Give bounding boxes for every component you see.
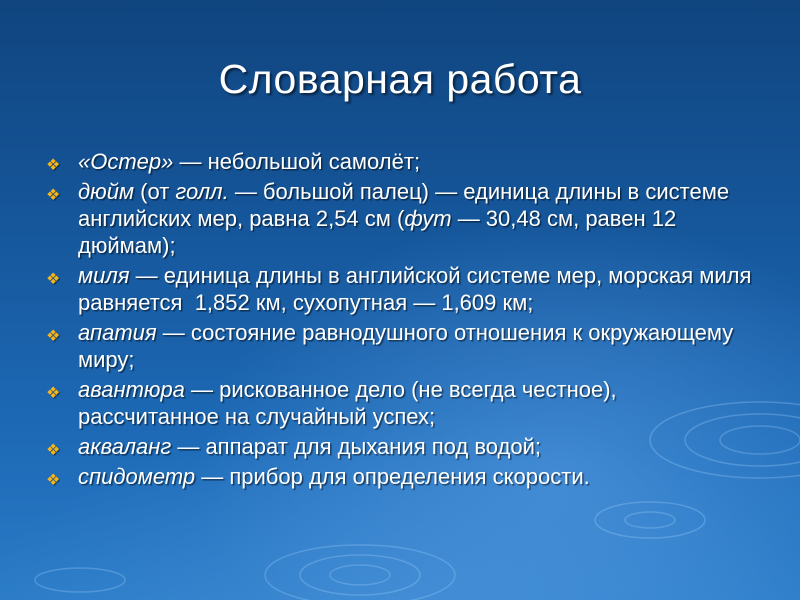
bullet-icon: ❖ — [46, 385, 61, 402]
term: апатия — [78, 320, 157, 345]
definition: — единица длины в английской системе мер, морская миля равняется 1,852 км, сухопутная — 1,609 км; — [78, 263, 758, 315]
list-item — [40, 319, 760, 373]
definition: — рискованное дело (не всегда честное), рассчитанное на случайный успех; — [78, 377, 617, 429]
bullet-icon: ❖ — [46, 271, 61, 288]
list-item — [40, 262, 760, 316]
definition: — состояние равнодушного отношения к окружающему миру; — [78, 320, 734, 372]
term: акваланг — [78, 434, 172, 459]
definition: — аппарат для дыхания под водой; — [171, 434, 541, 459]
term: дюйм — [78, 179, 135, 204]
term: «Остер» — [78, 149, 174, 174]
bullet-icon: ❖ — [46, 157, 61, 174]
slide-title: Словарная работа — [218, 56, 582, 102]
list-item — [40, 463, 760, 490]
bullet-icon: ❖ — [46, 472, 61, 489]
definition: — прибор для определения скорости. — [195, 464, 590, 489]
definition: — небольшой самолёт; — [173, 149, 421, 174]
vocabulary-list — [40, 148, 760, 493]
bullet-icon: ❖ — [46, 442, 61, 459]
definition: (от — [134, 179, 176, 204]
term: спидометр — [78, 464, 196, 489]
definition: — большой палец) — единица длины в системе английских мер, равна 2,54 см ( — [78, 179, 730, 231]
term: миля — [78, 263, 130, 288]
list-item — [40, 178, 760, 259]
definition: — 30,48 см, равен 12 дюймам); — [78, 206, 677, 258]
term: голл. — [175, 179, 229, 204]
bullet-icon: ❖ — [46, 187, 61, 204]
bullet-icon: ❖ — [46, 328, 61, 345]
list-item — [40, 433, 760, 460]
list-item — [40, 376, 760, 430]
list-item — [40, 148, 760, 175]
term: авантюра — [78, 377, 185, 402]
term: фут — [404, 206, 452, 231]
